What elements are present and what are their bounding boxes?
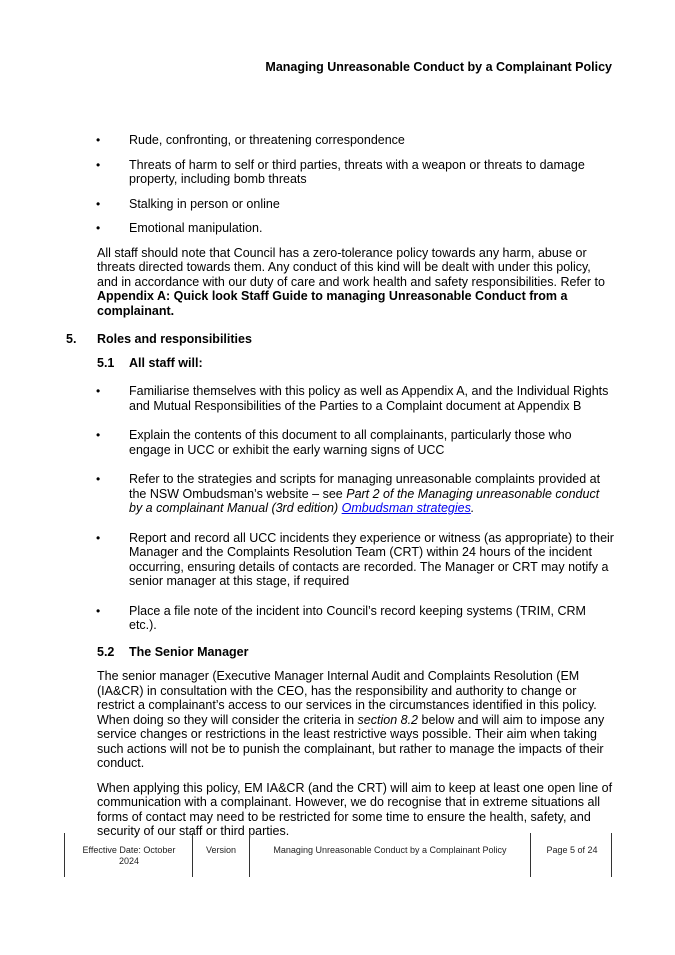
page-header-title: Managing Unreasonable Conduct by a Complainant Policy: [265, 60, 612, 74]
bullet-icon: •: [96, 472, 101, 486]
communication-paragraph: When applying this policy, EM IA&CR (and the CRT) will aim to keep at least one open line of communication with a complainant. However, we do recognise that in extreme situations all forms of contact may need to be restricted for some time to ensure the health, safety, and security of our staff or third parties.: [97, 780, 613, 838]
page-footer: [64, 833, 612, 877]
footer-effective-date: Effective Date: October 2024: [82, 845, 176, 866]
list-item: • Place a file note of the incident into Council’s record keeping systems (TRIM, CRM etc.).: [96, 603, 586, 632]
section-5-heading: 5. Roles and responsibilities: [66, 332, 252, 346]
bullet-icon: •: [96, 428, 101, 442]
list-item: • Report and record all UCC incidents they experience or witness (as appropriate) to their Manager and the Complaints Resolution Team (CRT) within 24 hours of the incident occurring, ensuring details of contacts are recorded. The Manager or CRT may notify a senior manager at this stage, if required: [96, 530, 614, 588]
footer-document-title: Managing Unreasonable Conduct by a Complainant Policy: [273, 845, 507, 855]
senior-manager-paragraph: The senior manager (Executive Manager Internal Audit and Complaints Resolution (EM (IA&CR) in consultation with the CEO, has the responsibility and authority to change or restrict a complainant’s access to our services in the circumstances identified in this policy. When doing so they will consider the criteria in section 8.2 below and will aim to impose any service changes or restrictions in the least restrictive ways possible. Their aim when taking such actions will not be to punish the complainant, but rather to manage the impacts of their conduct.: [97, 669, 605, 770]
bullet-icon: •: [96, 384, 101, 398]
footer-divider: [192, 833, 193, 877]
footer-divider: [64, 833, 65, 877]
bullet-icon: •: [96, 133, 101, 147]
footer-divider: [249, 833, 250, 877]
section-5-1-heading: 5.1 All staff will:: [97, 355, 203, 370]
footer-divider: [530, 833, 531, 877]
section-5-2-heading: 5.2 The Senior Manager: [97, 644, 249, 659]
list-item: • Stalking in person or online: [96, 196, 280, 211]
bullet-icon: •: [96, 196, 101, 211]
footer-page-number: Page 5 of 24: [546, 845, 598, 855]
list-item: • Explain the contents of this document to all complainants, particularly those who engage in UCC or exhibit the early warning signs of UCC: [96, 428, 572, 457]
list-item: • Familiarise themselves with this policy as well as Appendix A, and the Individual Rights and Mutual Responsibilities of the Parties to a Complaint document at Appendix B: [96, 384, 609, 413]
footer-version: Version: [205, 845, 237, 855]
bullet-icon: •: [96, 221, 101, 235]
ombudsman-strategies-link[interactable]: Ombudsman strategies: [341, 501, 471, 515]
list-item: • Emotional manipulation.: [96, 221, 263, 235]
list-item: • Rude, confronting, or threatening correspondence: [96, 133, 405, 147]
bullet-icon: •: [96, 603, 101, 618]
bullet-icon: •: [96, 157, 101, 172]
list-item: • Refer to the strategies and scripts for managing unreasonable complaints provided at the NSW Ombudsman’s website – see Part 2 of the Managing unreasonable conduct by a complainant Manual (3rd edition) Ombudsman strategies.: [96, 472, 601, 515]
bullet-icon: •: [96, 530, 101, 545]
list-item: • Threats of harm to self or third parties, threats with a weapon or threats to damage property, including bomb threats: [96, 157, 585, 186]
document-body: [66, 133, 614, 849]
footer-divider: [611, 833, 612, 877]
zero-tolerance-paragraph: All staff should note that Council has a zero-tolerance policy towards any harm, abuse or threats directed towards them. Any conduct of this kind will be dealt with under this policy, and in accordance with our duty of care and work health and safety responsibilities. Refer to Appendix A: Quick look Staff Guide to managing Unreasonable Conduct from a complainant.: [97, 245, 605, 318]
appendix-a-reference: Appendix A: Quick look Staff Guide to managing Unreasonable Conduct from a complainant.: [97, 289, 568, 318]
